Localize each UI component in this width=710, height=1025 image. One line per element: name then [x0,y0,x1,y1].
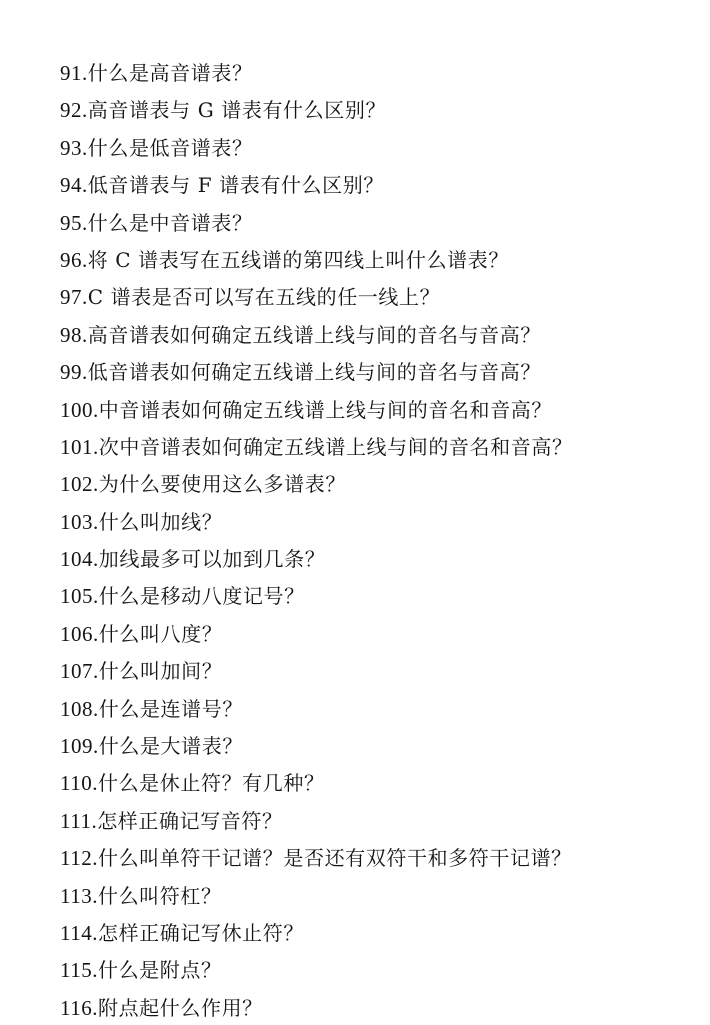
question-item [60,765,700,802]
question-text: 什么是低音谱表？ [87,135,253,160]
question-item [60,616,700,653]
question-text: 加线最多可以加到几条？ [98,547,326,572]
question-text: 高音谱表如何确定五线谱上线与间的音名与音高？ [87,322,541,347]
question-number: 116. [60,995,98,1020]
question-number: 95. [60,210,88,235]
question-text: 什么叫加线？ [98,509,223,534]
question-text: 中音谱表如何确定五线谱上线与间的音名和音高？ [98,397,552,422]
question-text: 什么叫单符干记谱？是否还有双符干和多符干记谱？ [97,846,572,871]
question-text: 什么是连谱号？ [98,696,243,721]
question-number: 101. [60,434,99,459]
question-item [60,990,700,1025]
question-item [60,392,700,429]
question-number: 109. [60,734,99,759]
question-number: 99. [60,360,88,385]
question-item [60,130,700,167]
question-item [60,92,700,129]
question-number: 104. [60,547,99,572]
question-item [60,541,700,578]
question-text: 什么叫符杠？ [97,883,222,908]
question-item [60,429,700,466]
question-item [60,803,700,840]
question-text: 怎样正确记写休止符？ [97,920,304,945]
question-item [60,915,700,952]
question-item [60,55,700,92]
question-item [60,653,700,690]
question-text: C 谱表是否可以写在五线的任一线上？ [87,285,441,310]
question-text: 次中音谱表如何确定五线谱上线与间的音名和音高？ [98,434,573,459]
question-item [60,840,700,877]
question-text: 将 C 谱表写在五线谱的第四线上叫什么谱表？ [87,247,509,272]
question-text: 什么叫加间？ [98,659,223,684]
question-item [60,354,700,391]
question-item [60,504,700,541]
question-text: 高音谱表与 G 谱表有什么区别？ [87,98,387,123]
question-text: 什么是大谱表？ [98,734,243,759]
question-item [60,952,700,989]
question-item [60,728,700,765]
question-number: 107. [60,659,99,684]
question-number: 97. [60,285,88,310]
question-text: 什么是休止符？有几种？ [97,771,325,796]
question-text: 怎样正确记写音符？ [97,808,283,833]
question-text: 什么是附点？ [97,958,222,983]
question-number: 113. [60,883,98,908]
question-text: 什么是中音谱表？ [87,210,253,235]
question-text: 什么是高音谱表？ [87,61,253,85]
question-number: 94. [60,173,88,198]
question-number: 92. [60,98,88,123]
question-number: 110. [60,771,98,796]
question-number: 108. [60,696,99,721]
question-item [60,691,700,728]
question-text: 附点起什么作用？ [97,995,263,1020]
question-number: 111. [60,808,98,833]
question-item [60,878,700,915]
question-item [60,578,700,615]
question-item [60,466,700,503]
question-item [60,279,700,316]
question-text: 为什么要使用这么多谱表？ [98,472,346,497]
question-item [60,167,700,204]
question-text: 什么是移动八度记号？ [98,584,305,609]
question-item [60,317,700,354]
question-number: 102. [60,472,99,497]
question-number: 105. [60,584,99,609]
question-text: 低音谱表与 F 谱表有什么区别？ [87,173,384,198]
question-list [60,55,700,1025]
question-number: 115. [60,958,98,983]
question-number: 112. [60,846,98,871]
question-text: 低音谱表如何确定五线谱上线与间的音名与音高？ [87,360,541,385]
question-number: 96. [60,247,88,272]
question-number: 93. [60,135,88,160]
question-number: 91. [60,61,88,85]
question-number: 98. [60,322,88,347]
question-number: 114. [60,920,98,945]
question-item [60,242,700,279]
question-item [60,205,700,242]
question-number: 103. [60,509,99,534]
question-number: 100. [60,397,99,422]
question-text: 什么叫八度？ [98,621,223,646]
question-number: 106. [60,621,99,646]
